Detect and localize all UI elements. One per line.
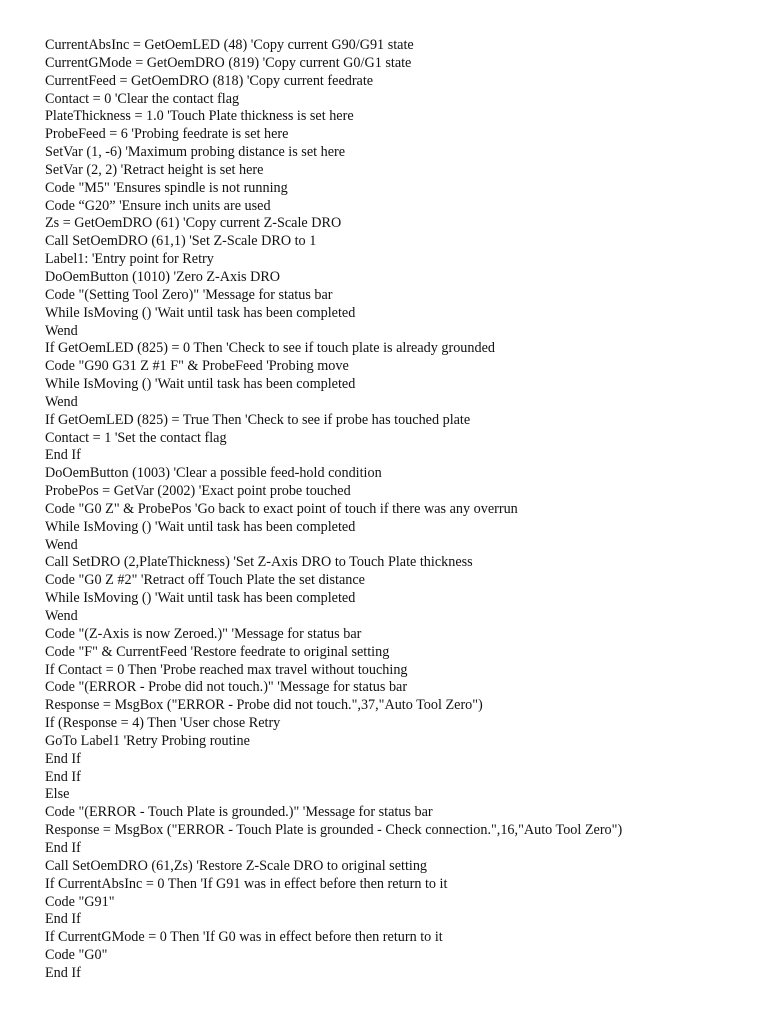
code-line: Code "(ERROR - Probe did not touch.)" 'Message for status bar [45, 679, 408, 696]
code-line: If CurrentGMode = 0 Then 'If G0 was in effect before then return to it [45, 929, 443, 946]
code-line: ProbePos = GetVar (2002) 'Exact point probe touched [45, 483, 351, 500]
code-line: DoOemButton (1010) 'Zero Z-Axis DRO [45, 268, 281, 285]
code-line: While IsMoving () 'Wait until task has been completed [45, 376, 356, 393]
code-line: Code "G0 Z #2" 'Retract off Touch Plate the set distance [45, 572, 365, 589]
code-line: Code "(Z-Axis is now Zeroed.)" 'Message for status bar [45, 625, 362, 642]
code-line: SetVar (1, -6) 'Maximum probing distance is set here [45, 144, 346, 161]
code-line: End If [45, 911, 81, 928]
code-line: While IsMoving () 'Wait until task has been completed [45, 590, 356, 607]
code-line: Response = MsgBox ("ERROR - Probe did not touch.",37,"Auto Tool Zero") [45, 697, 483, 714]
code-line: End If [45, 839, 81, 856]
code-line: CurrentGMode = GetOemDRO (819) 'Copy current G0/G1 state [45, 54, 412, 71]
code-line: End If [45, 768, 81, 785]
code-line: Wend [45, 536, 78, 553]
code-line: End If [45, 750, 81, 767]
code-line: Code "G91" [45, 893, 115, 910]
code-line: Code "(ERROR - Touch Plate is grounded.)" 'Message for status bar [45, 804, 433, 821]
code-line: PlateThickness = 1.0 'Touch Plate thickness is set here [45, 108, 354, 125]
code-line: DoOemButton (1003) 'Clear a possible feed-hold condition [45, 465, 382, 482]
code-line: Zs = GetOemDRO (61) 'Copy current Z-Scale DRO [45, 215, 342, 232]
code-line: Code "G90 G31 Z #1 F" & ProbeFeed 'Probing move [45, 358, 349, 375]
code-line: CurrentAbsInc = GetOemLED (48) 'Copy current G90/G91 state [45, 37, 414, 53]
code-line: Code "F" & CurrentFeed 'Restore feedrate to original setting [45, 643, 390, 660]
code-line: ProbeFeed = 6 'Probing feedrate is set here [45, 126, 289, 143]
code-line: If CurrentAbsInc = 0 Then 'If G91 was in effect before then return to it [45, 875, 448, 892]
code-line: Call SetOemDRO (61,1) 'Set Z-Scale DRO to 1 [45, 233, 317, 250]
code-line: Label1: 'Entry point for Retry [45, 251, 214, 268]
code-line: Contact = 0 'Clear the contact flag [45, 90, 240, 107]
code-line: Code "M5" 'Ensures spindle is not running [45, 179, 288, 196]
code-line: Wend [45, 322, 78, 339]
code-line: Else [45, 786, 70, 803]
code-line: While IsMoving () 'Wait until task has been completed [45, 518, 356, 535]
code-line: Wend [45, 608, 78, 624]
code-line: While IsMoving () 'Wait until task has been completed [45, 304, 356, 321]
code-line: Response = MsgBox ("ERROR - Touch Plate is grounded - Check connection.",16,"Auto Tool Zero") [45, 822, 623, 839]
code-line: Code "(Setting Tool Zero)" 'Message for status bar [45, 286, 333, 303]
code-line: CurrentFeed = GetOemDRO (818) 'Copy current feedrate [45, 72, 374, 89]
code-line: Wend [45, 393, 78, 410]
code-line: Code "G0" [45, 947, 108, 964]
code-line: If Contact = 0 Then 'Probe reached max travel without touching [45, 661, 408, 678]
code-line: Code "G0 Z" & ProbePos 'Go back to exact point of touch if there was any overrun [45, 500, 518, 517]
code-line: GoTo Label1 'Retry Probing routine [45, 732, 250, 749]
code-line: End If [45, 447, 81, 464]
code-listing [45, 37, 745, 983]
code-line: Call SetOemDRO (61,Zs) 'Restore Z-Scale DRO to original setting [45, 857, 428, 874]
code-line: Call SetDRO (2,PlateThickness) 'Set Z-Axis DRO to Touch Plate thickness [45, 554, 473, 571]
code-line: If (Response = 4) Then 'User chose Retry [45, 715, 281, 732]
code-line: Contact = 1 'Set the contact flag [45, 429, 227, 446]
code-line: If GetOemLED (825) = 0 Then 'Check to see if touch plate is already grounded [45, 340, 495, 357]
code-line: SetVar (2, 2) 'Retract height is set here [45, 161, 264, 178]
code-line: Code “G20” 'Ensure inch units are used [45, 197, 271, 214]
code-line: End If [45, 964, 81, 981]
code-line: If GetOemLED (825) = True Then 'Check to see if probe has touched plate [45, 411, 471, 428]
